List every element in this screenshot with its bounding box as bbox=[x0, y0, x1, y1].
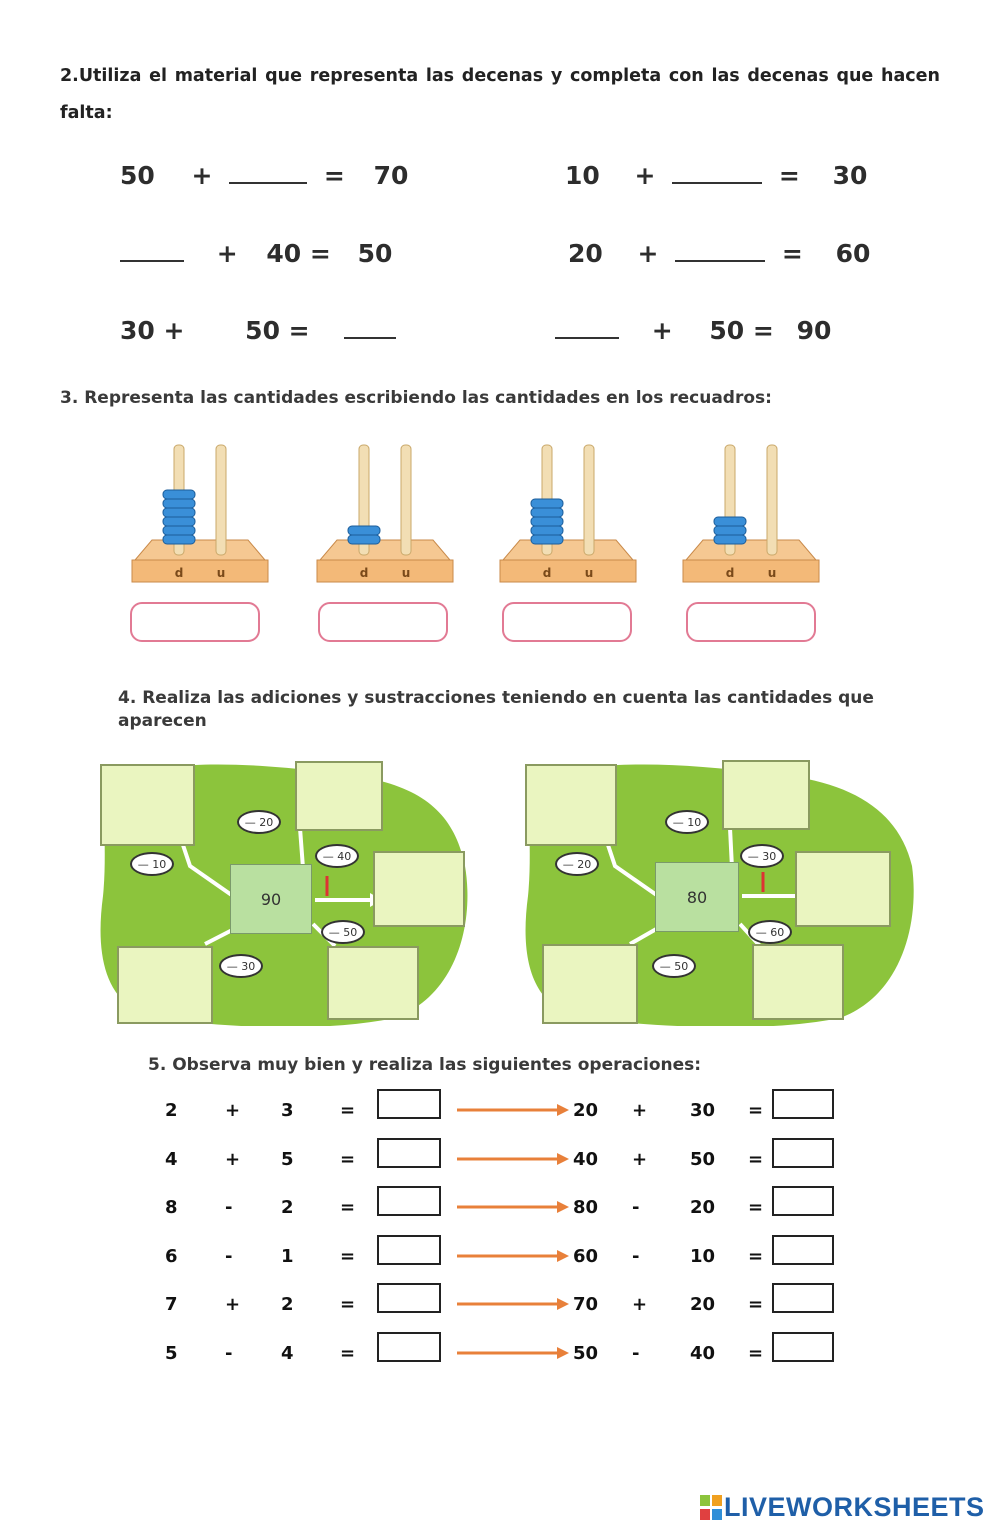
eq-op: + bbox=[651, 316, 673, 345]
bead bbox=[163, 508, 195, 517]
answer-blank[interactable] bbox=[672, 156, 762, 184]
eq-row1-right bbox=[565, 156, 867, 190]
op-op2: - bbox=[632, 1343, 640, 1364]
op-bubble: — 10 bbox=[130, 852, 174, 876]
op-eq2: = bbox=[748, 1149, 764, 1170]
op-eq2: = bbox=[748, 1246, 764, 1267]
bead bbox=[531, 517, 563, 526]
op-op2: + bbox=[632, 1100, 648, 1121]
eq-term: 50 = bbox=[245, 316, 310, 345]
answer-pad[interactable] bbox=[722, 760, 810, 830]
eq-result: 70 bbox=[373, 161, 409, 190]
abacus-drawing bbox=[130, 440, 270, 590]
eq-term: 50 bbox=[120, 161, 155, 190]
answer-box-large[interactable] bbox=[772, 1235, 834, 1265]
eq-op: + bbox=[216, 239, 238, 268]
op-eq2: = bbox=[748, 1100, 764, 1121]
op-eq: = bbox=[340, 1294, 356, 1315]
op-a: 7 bbox=[165, 1294, 178, 1315]
answer-box-small[interactable] bbox=[377, 1186, 441, 1216]
bead bbox=[531, 535, 563, 544]
operation-map-2 bbox=[520, 756, 920, 1026]
answer-pad[interactable] bbox=[373, 851, 465, 927]
eq-result: 50 bbox=[357, 239, 393, 268]
op-bubble: — 40 bbox=[315, 844, 359, 868]
column-label-u: u bbox=[216, 566, 226, 580]
answer-box-large[interactable] bbox=[772, 1186, 834, 1216]
column-label-d: d bbox=[174, 566, 184, 580]
answer-blank[interactable] bbox=[229, 156, 307, 184]
column-label-u: u bbox=[584, 566, 594, 580]
orange-arrow-icon bbox=[455, 1152, 570, 1166]
op-op: + bbox=[225, 1149, 241, 1170]
answer-pad[interactable] bbox=[327, 946, 419, 1020]
abacus-answer-box-4[interactable] bbox=[686, 602, 816, 642]
op-d: 40 bbox=[690, 1343, 716, 1364]
op-b: 1 bbox=[281, 1246, 294, 1267]
op-eq2: = bbox=[748, 1343, 764, 1364]
eq-op: = bbox=[323, 161, 345, 190]
abacus-drawing bbox=[681, 440, 821, 590]
eq-row3-left bbox=[120, 311, 396, 345]
orange-arrow-icon bbox=[455, 1103, 570, 1117]
answer-pad[interactable] bbox=[117, 946, 213, 1024]
orange-arrow-icon bbox=[455, 1200, 570, 1214]
op-bubble: — 30 bbox=[219, 954, 263, 978]
eq-term: 10 bbox=[565, 161, 600, 190]
op-op: + bbox=[225, 1294, 241, 1315]
bead bbox=[348, 535, 380, 544]
op-eq2: = bbox=[748, 1294, 764, 1315]
eq-op: = bbox=[778, 161, 800, 190]
answer-pad[interactable] bbox=[752, 944, 844, 1020]
eq-result: 30 bbox=[832, 161, 868, 190]
answer-pad[interactable] bbox=[525, 764, 617, 846]
eq-term: 20 bbox=[568, 239, 603, 268]
section-5-title: 5. Observa muy bien y realiza las siguientes operaciones: bbox=[148, 1055, 702, 1075]
eq-result: 60 bbox=[835, 239, 871, 268]
op-c: 20 bbox=[573, 1100, 599, 1121]
op-op2: + bbox=[632, 1149, 648, 1170]
abacus-drawing bbox=[498, 440, 638, 590]
op-d: 20 bbox=[690, 1197, 716, 1218]
brand-name: LIVEWORKSHEETS bbox=[724, 1492, 985, 1522]
answer-blank[interactable] bbox=[120, 234, 184, 262]
op-a: 8 bbox=[165, 1197, 178, 1218]
bead bbox=[163, 499, 195, 508]
op-b: 4 bbox=[281, 1343, 294, 1364]
op-op: + bbox=[225, 1100, 241, 1121]
brand-mark-icon bbox=[700, 1495, 722, 1521]
eq-op: + bbox=[637, 239, 659, 268]
column-label-u: u bbox=[767, 566, 777, 580]
op-bubble: — 50 bbox=[652, 954, 696, 978]
bead bbox=[163, 517, 195, 526]
answer-pad[interactable] bbox=[295, 761, 383, 831]
op-op2: - bbox=[632, 1246, 640, 1267]
operation-map-1 bbox=[95, 756, 475, 1026]
abacus-1 bbox=[130, 440, 270, 590]
bead bbox=[163, 490, 195, 499]
bead bbox=[163, 526, 195, 535]
answer-box-large[interactable] bbox=[772, 1089, 834, 1119]
column-label-d: d bbox=[725, 566, 735, 580]
eq-result: 90 bbox=[796, 316, 832, 345]
op-bubble: — 20 bbox=[555, 852, 599, 876]
op-eq: = bbox=[340, 1100, 356, 1121]
orange-arrow-icon bbox=[455, 1346, 570, 1360]
bead bbox=[531, 508, 563, 517]
answer-blank[interactable] bbox=[555, 311, 619, 339]
column-label-d: d bbox=[542, 566, 552, 580]
op-eq2: = bbox=[748, 1197, 764, 1218]
answer-box-large[interactable] bbox=[772, 1283, 834, 1313]
orange-arrow-icon bbox=[455, 1297, 570, 1311]
abacus-3 bbox=[498, 440, 638, 590]
answer-pad[interactable] bbox=[542, 944, 638, 1024]
answer-pad[interactable] bbox=[795, 851, 891, 927]
answer-box-small[interactable] bbox=[377, 1089, 441, 1119]
center-value: 80 bbox=[655, 862, 739, 932]
op-c: 80 bbox=[573, 1197, 599, 1218]
eq-row1-left bbox=[120, 156, 408, 190]
column-label-u: u bbox=[401, 566, 411, 580]
op-a: 4 bbox=[165, 1149, 178, 1170]
op-c: 70 bbox=[573, 1294, 599, 1315]
answer-box-small[interactable] bbox=[377, 1138, 441, 1168]
bead bbox=[531, 526, 563, 535]
op-d: 20 bbox=[690, 1294, 716, 1315]
op-a: 6 bbox=[165, 1246, 178, 1267]
answer-pad[interactable] bbox=[100, 764, 195, 846]
op-a: 2 bbox=[165, 1100, 178, 1121]
eq-op: + bbox=[191, 161, 213, 190]
section-3-title: 3. Representa las cantidades escribiendo las cantidades en los recuadros: bbox=[60, 388, 772, 408]
op-c: 60 bbox=[573, 1246, 599, 1267]
op-b: 2 bbox=[281, 1294, 294, 1315]
bead bbox=[163, 535, 195, 544]
eq-term: 30 + bbox=[120, 316, 185, 345]
op-op2: + bbox=[632, 1294, 648, 1315]
op-op: - bbox=[225, 1246, 233, 1267]
section-2-title: 2.Utiliza el material que representa las decenas y completa con las decenas que hacen falta: bbox=[60, 66, 940, 123]
op-eq: = bbox=[340, 1149, 356, 1170]
answer-box-small[interactable] bbox=[377, 1283, 441, 1313]
op-eq: = bbox=[340, 1197, 356, 1218]
abacus-answer-box-3[interactable] bbox=[502, 602, 632, 642]
abacus-drawing bbox=[315, 440, 455, 590]
bead bbox=[531, 499, 563, 508]
bead bbox=[714, 517, 746, 526]
answer-blank[interactable] bbox=[344, 311, 396, 339]
op-bubble: — 30 bbox=[740, 844, 784, 868]
op-bubble: — 10 bbox=[665, 810, 709, 834]
op-c: 50 bbox=[573, 1343, 599, 1364]
op-d: 50 bbox=[690, 1149, 716, 1170]
center-value: 90 bbox=[230, 864, 312, 934]
op-d: 30 bbox=[690, 1100, 716, 1121]
abacus-2 bbox=[315, 440, 455, 590]
eq-row2-left bbox=[120, 234, 392, 268]
eq-op: + bbox=[634, 161, 656, 190]
answer-box-large[interactable] bbox=[772, 1332, 834, 1362]
abacus-4 bbox=[681, 440, 821, 590]
op-bubble: — 50 bbox=[321, 920, 365, 944]
bead bbox=[714, 526, 746, 535]
op-op: - bbox=[225, 1197, 233, 1218]
op-b: 5 bbox=[281, 1149, 294, 1170]
op-b: 3 bbox=[281, 1100, 294, 1121]
answer-blank[interactable] bbox=[675, 234, 765, 262]
column-label-d: d bbox=[359, 566, 369, 580]
op-eq: = bbox=[340, 1343, 356, 1364]
answer-box-small[interactable] bbox=[377, 1332, 441, 1362]
op-b: 2 bbox=[281, 1197, 294, 1218]
op-c: 40 bbox=[573, 1149, 599, 1170]
op-d: 10 bbox=[690, 1246, 716, 1267]
bead bbox=[714, 535, 746, 544]
op-bubble: — 60 bbox=[748, 920, 792, 944]
abacus-answer-box-1[interactable] bbox=[130, 602, 260, 642]
orange-arrow-icon bbox=[455, 1249, 570, 1263]
section-4-title: 4. Realiza las adiciones y sustracciones teniendo en cuenta las cantidades que aparecen bbox=[118, 688, 874, 731]
answer-box-large[interactable] bbox=[772, 1138, 834, 1168]
op-op: - bbox=[225, 1343, 233, 1364]
op-bubble: — 20 bbox=[237, 810, 281, 834]
bead bbox=[348, 526, 380, 535]
op-eq: = bbox=[340, 1246, 356, 1267]
eq-row2-right bbox=[568, 234, 870, 268]
op-a: 5 bbox=[165, 1343, 178, 1364]
op-op2: - bbox=[632, 1197, 640, 1218]
eq-op: = bbox=[781, 239, 803, 268]
answer-box-small[interactable] bbox=[377, 1235, 441, 1265]
abacus-answer-box-2[interactable] bbox=[318, 602, 448, 642]
eq-term: 40 = bbox=[266, 239, 331, 268]
eq-row3-right bbox=[555, 311, 831, 345]
eq-term: 50 = bbox=[709, 316, 774, 345]
